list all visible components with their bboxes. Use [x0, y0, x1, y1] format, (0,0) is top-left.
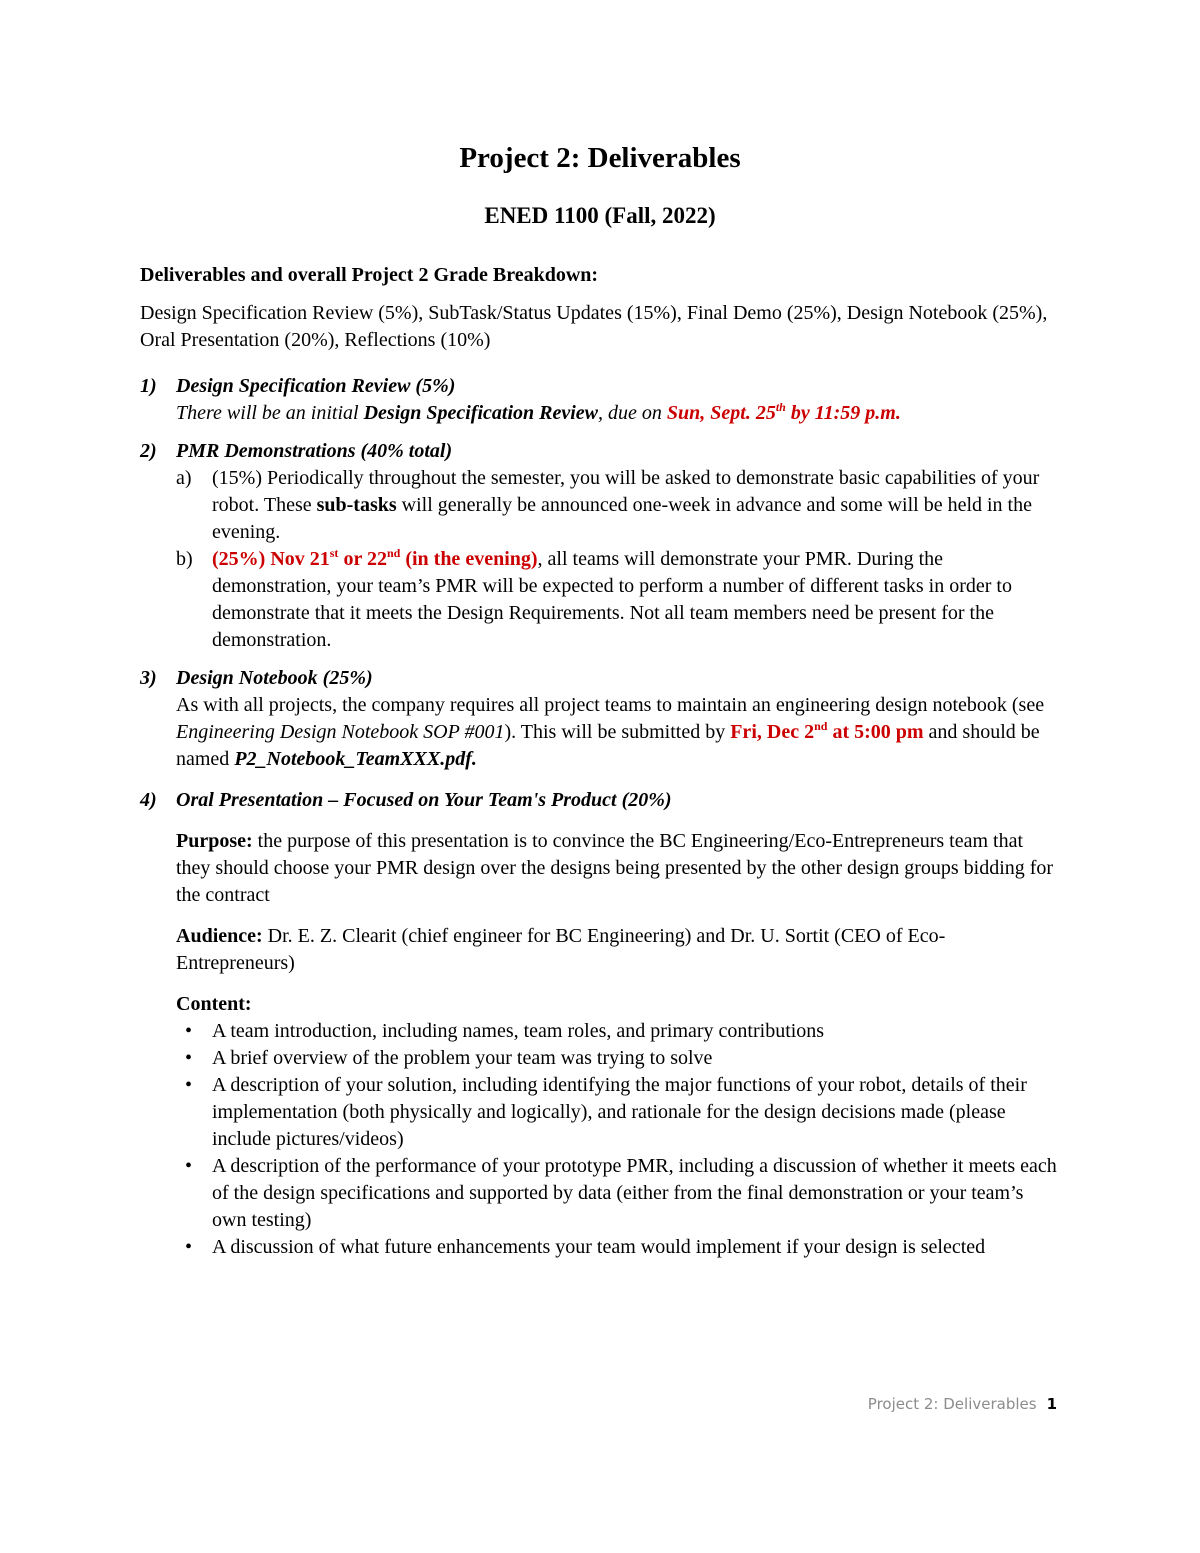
list-item-text: A discussion of what future enhancements your team would implement if your design is selected [212, 1236, 986, 1258]
page-number: 1 [1046, 1395, 1057, 1413]
list-item-text: A description of your solution, including identifying the major functions of your robot, details of their implementation (both physically and logically), and rationale for the design decisions made (please include pictures/videos) [212, 1074, 1027, 1150]
audience-text: Dr. E. Z. Clearit (chief engineer for BC Engineering) and Dr. U. Sortit (CEO of Eco-Entrepreneurs) [176, 925, 946, 974]
text-run: , due on [598, 402, 667, 424]
section-number: 2) [140, 440, 157, 462]
page-footer [868, 1395, 1057, 1413]
sop-reference: Engineering Design Notebook SOP #001 [176, 721, 505, 743]
list-item-text: A team introduction, including names, team roles, and primary contributions [212, 1020, 825, 1042]
audience-paragraph [176, 923, 1060, 977]
section-text [176, 692, 1060, 773]
section-number: 1) [140, 375, 157, 397]
section-number: 3) [140, 667, 157, 689]
sub-item-text [212, 465, 1060, 546]
demo-date-sup: st [329, 546, 339, 560]
document-title: Project 2: Deliverables [459, 142, 741, 174]
text-run-bold: sub-tasks [316, 494, 397, 516]
text-run: There will be an initial [176, 402, 364, 424]
sub-item-a [176, 465, 1060, 546]
footer-label: Project 2: Deliverables [867, 1395, 1037, 1413]
sub-item-b [176, 546, 1060, 654]
text-run: will generally be announced one-week in advance and some will be held in the evening. [212, 494, 1032, 543]
demo-date-text: (25%) Nov 21 [212, 548, 330, 570]
list-item-text: A description of the performance of your prototype PMR, including a discussion of whether it meets each of the design specifications and supported by data (either from the final demonstration or your team’s own testing) [212, 1155, 1057, 1231]
purpose-paragraph [176, 828, 1060, 909]
bullet-icon: • [185, 1020, 193, 1042]
section-heading: Design Notebook (25%) [176, 667, 373, 689]
bullet-icon: • [185, 1236, 193, 1258]
document-body [140, 262, 1060, 1261]
content-list [176, 1018, 1060, 1261]
section-design-notebook [140, 665, 1060, 773]
sub-item-text [212, 546, 1060, 654]
text-run: (15%) Periodically throughout the semester, you will be asked to demonstrate basic capabilities of your robot. These [212, 467, 1040, 516]
course-subtitle: ENED 1100 (Fall, 2022) [484, 203, 716, 228]
demo-date [212, 548, 538, 570]
bullet-icon: • [185, 1074, 193, 1096]
demo-date-text: (in the evening) [400, 548, 538, 570]
content-label: Content: [176, 993, 252, 1015]
due-date [730, 721, 923, 743]
list-item [176, 1153, 1060, 1234]
section-heading: Design Specification Review (5%) [176, 375, 456, 397]
text-run-bold: Design Specification Review [363, 402, 599, 424]
audience-label: Audience: [176, 925, 263, 947]
section-heading: PMR Demonstrations (40% total) [176, 440, 453, 462]
purpose-label: Purpose: [176, 830, 253, 852]
list-item [176, 1045, 1060, 1072]
section-design-spec-review [140, 373, 1060, 427]
purpose-text: the purpose of this presentation is to convince the BC Engineering/Eco-Entrepreneurs team that they should choose your PMR design over the designs being presented by the other design groups bidding for the contract [176, 830, 1054, 906]
breakdown-heading: Deliverables and overall Project 2 Grade Breakdown: [140, 264, 599, 286]
list-item [176, 1234, 1060, 1261]
list-item [176, 1018, 1060, 1045]
section-pmr-demonstrations [140, 438, 1060, 654]
due-date [667, 402, 901, 424]
list-item-text: A brief overview of the problem your team was trying to solve [212, 1047, 713, 1069]
sub-item-label: b) [176, 548, 193, 570]
section-oral-presentation [140, 787, 1060, 1261]
list-item [176, 1072, 1060, 1153]
demo-date-sup: nd [386, 546, 401, 560]
file-name: P2_Notebook_TeamXXX.pdf. [234, 748, 477, 770]
due-date-text: Sun, Sept. 25 [666, 402, 776, 424]
section-number: 4) [140, 789, 157, 811]
text-run: and should be named [176, 721, 1040, 770]
due-date-sup: nd [814, 719, 828, 733]
text-run: , all teams will demonstrate your PMR. During the demonstration, your team’s PMR will be expected to perform a number of different tasks in order to demonstrate that it meets the Design Requirements. Not all team members need be present for the demonstration. [212, 548, 1012, 651]
due-date-time: at 5:00 pm [827, 721, 924, 743]
due-date-sup: th [775, 400, 786, 414]
text-run: ). This will be submitted by [504, 721, 731, 743]
bullet-icon: • [185, 1155, 193, 1177]
text-run: As with all projects, the company requires all project teams to maintain an engineering design notebook (see [176, 694, 1045, 716]
sub-item-label: a) [176, 467, 192, 489]
demo-date-text: or 22 [338, 548, 387, 570]
breakdown-text: Design Specification Review (5%), SubTask/Status Updates (15%), Final Demo (25%), Design Notebook (25%), Oral Presentation (20%), Reflections (10%) [140, 302, 1048, 351]
due-date-text: Fri, Dec 2 [730, 721, 815, 743]
section-text [176, 400, 1060, 427]
section-heading: Oral Presentation – Focused on Your Team's Product (20%) [176, 789, 672, 811]
due-date-time: by 11:59 p.m. [785, 402, 901, 424]
bullet-icon: • [185, 1047, 193, 1069]
